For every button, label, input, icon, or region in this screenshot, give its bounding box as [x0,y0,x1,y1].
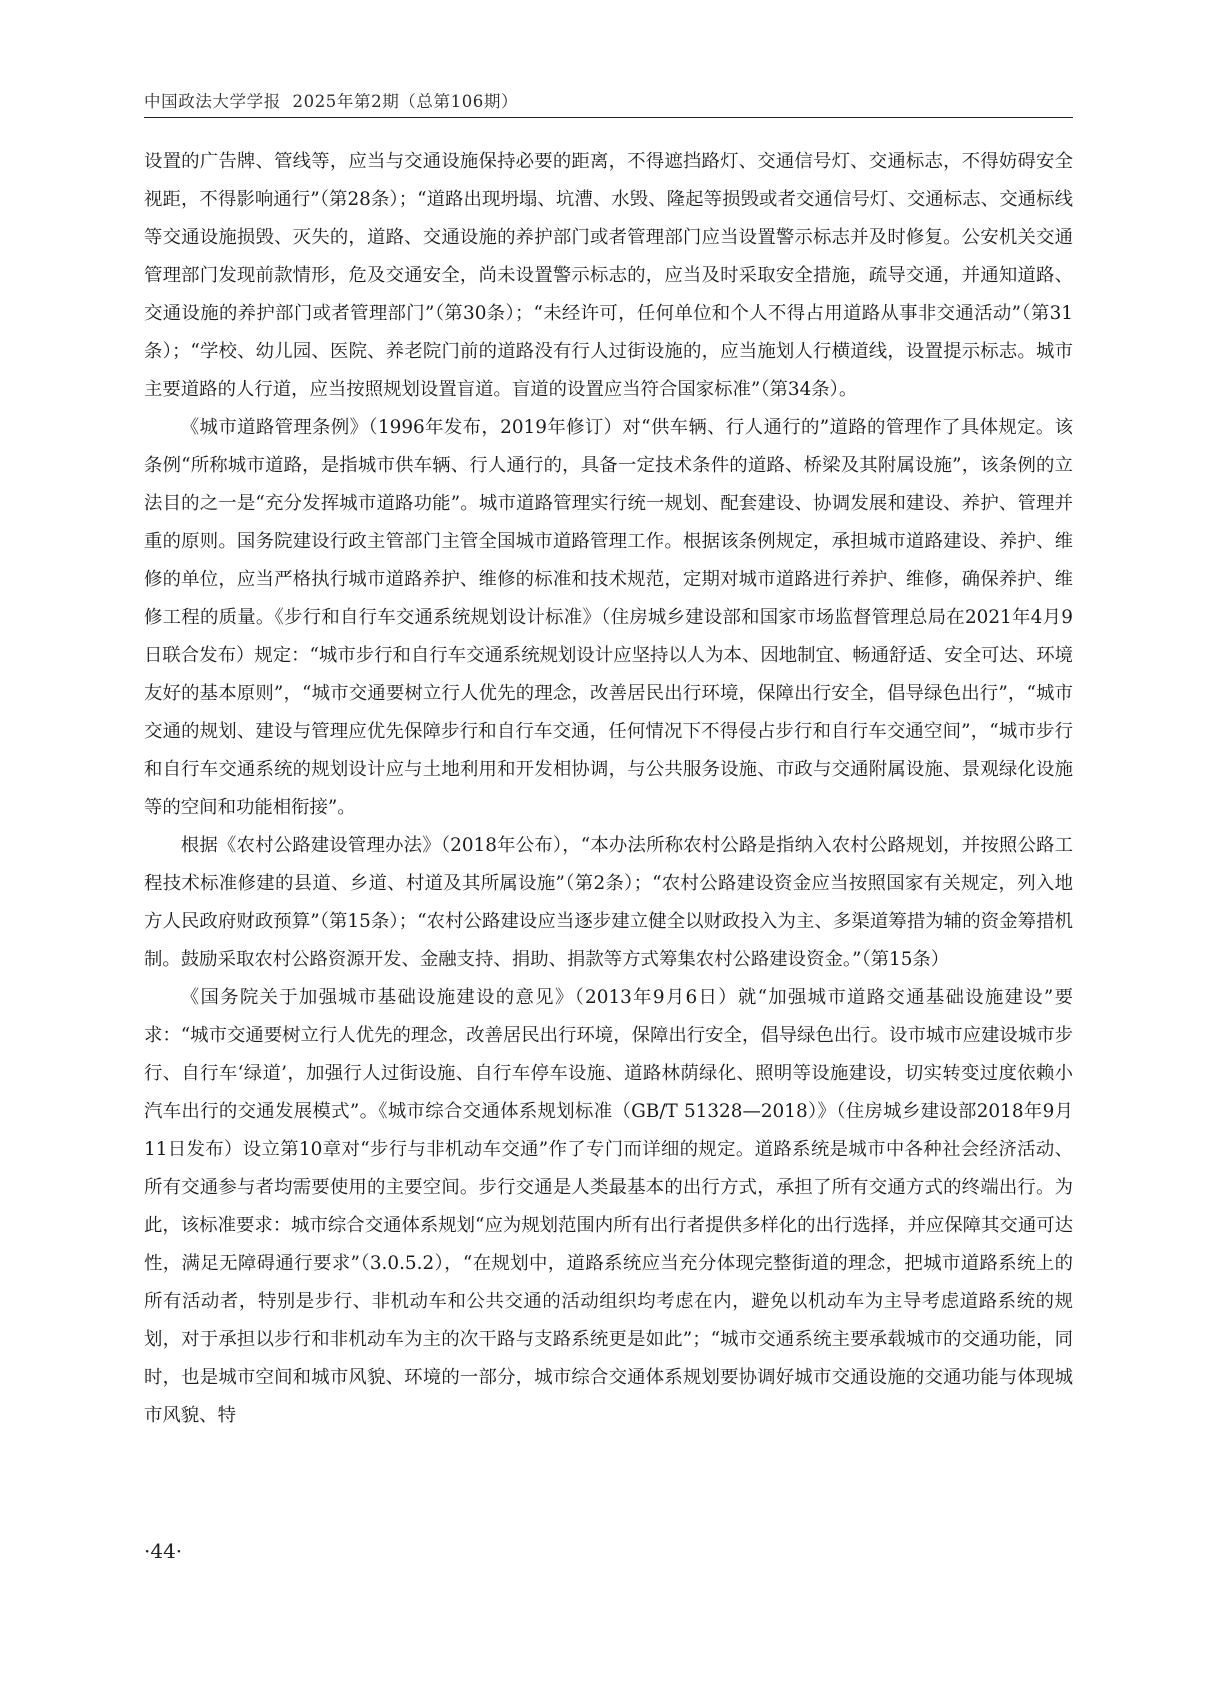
body-paragraph: 设置的广告牌、管线等，应当与交通设施保持必要的距离，不得遮挡路灯、交通信号灯、交通标志，不得妨碍安全视距，不得影响通行”（第28条）；“道路出现坍塌、坑漕、水毁、隆起等损毁或者交通信号灯、交通标志、交通标线等交通设施损毁、灭失的，道路、交通设施的养护部门或者管理部门应当设置警示标志并及时修复。公安机关交通管理部门发现前款情形，危及交通安全，尚未设置警示标志的，应当及时采取安全措施，疏导交通，并通知道路、交通设施的养护部门或者管理部门”（第30条）；“未经许可，任何单位和个人不得占用道路从事非交通活动”（第31条）；“学校、幼儿园、医院、养老院门前的道路没有行人过街设施的，应当施划人行横道线，设置提示标志。城市主要道路的人行道，应当按照规划设置盲道。盲道的设置应当符合国家标准”（第34条）。 [144,151,1073,400]
header-rule [144,117,1073,118]
body-paragraph: 根据《农村公路建设管理办法》（2018年公布），“本办法所称农村公路是指纳入农村公路规划，并按照公路工程技术标准修建的县道、乡道、村道及其所属设施”（第2条）；“农村公路建设资金应当按照国家有关规定，列入地方人民政府财政预算”（第15条）；“农村公路建设应当逐步建立健全以财政投入为主、多渠道筹措为辅的资金筹措机制。鼓励采取农村公路资源开发、金融支持、捐助、捐款等方式筹集农村公路建设资金。”（第15条） [144,835,1073,970]
body-paragraph: 《国务院关于加强城市基础设施建设的意见》（2013年9月6日）就“加强城市道路交通基础设施建设”要求：“城市交通要树立行人优先的理念，改善居民出行环境，保障出行安全，倡导绿色出行。设市城市应建设城市步行、自行车‘绿道’，加强行人过街设施、自行车停车设施、道路林荫绿化、照明等设施建设，切实转变过度依赖小汽车出行的交通发展模式”。《城市综合交通体系规划标准（GB/T 51328—2018）》（住房城乡建设部2018年9月11日发布）设立第10章对“步行与非机动车交通”作了专门而详细的规定。道路系统是城市中各种社会经济活动、所有交通参与者均需要使用的主要空间。步行交通是人类最基本的出行方式，承担了所有交通方式的终端出行。为此，该标准要求：城市综合交通体系规划“应为规划范围内所有出行者提供多样化的出行选择，并应保障其交通可达性，满足无障碍通行要求”（3.0.5.2），“在规划中，道路系统应当充分体现完整街道的理念，把城市道路系统上的所有活动者，特别是步行、非机动车和公共交通的活动组织均考虑在内，避免以机动车为主导考虑道路系统的规划，对于承担以步行和非机动车为主的次干路与支路系统更是如此”；“城市交通系统主要承载城市的交通功能，同时，也是城市空间和城市风貌、环境的一部分，城市综合交通体系规划要协调好城市交通设施的交通功能与体现城市风貌、特 [144,987,1073,1426]
issue-info: 2025年第2期（总第106期） [292,92,519,111]
article-body [144,143,1073,1435]
journal-title: 中国政法大学学报 [144,92,281,111]
running-header [144,88,1064,112]
body-paragraph: 《城市道路管理条例》（1996年发布，2019年修订）对“供车辆、行人通行的”道路的管理作了具体规定。该条例“所称城市道路，是指城市供车辆、行人通行的，具备一定技术条件的道路、桥梁及其附属设施”，该条例的立法目的之一是“充分发挥城市道路功能”。城市道路管理实行统一规划、配套建设、协调发展和建设、养护、管理并重的原则。国务院建设行政主管部门主管全国城市道路管理工作。根据该条例规定，承担城市道路建设、养护、维修的单位，应当严格执行城市道路养护、维修的标准和技术规范，定期对城市道路进行养护、维修，确保养护、维修工程的质量。《步行和自行车交通系统规划设计标准》（住房城乡建设部和国家市场监督管理总局在2021年4月9日联合发布）规定：“城市步行和自行车交通系统规划设计应坚持以人为本、因地制宜、畅通舒适、安全可达、环境友好的基本原则”，“城市交通要树立行人优先的理念，改善居民出行环境，保障出行安全，倡导绿色出行”，“城市交通的规划、建设与管理应优先保障步行和自行车交通，任何情况下不得侵占步行和自行车交通空间”，“城市步行和自行车交通系统的规划设计应与土地利用和开发相协调，与公共服务设施、市政与交通附属设施、景观绿化设施等的空间和功能相衔接”。 [144,417,1073,818]
page-number: ·44· [144,1539,183,1563]
